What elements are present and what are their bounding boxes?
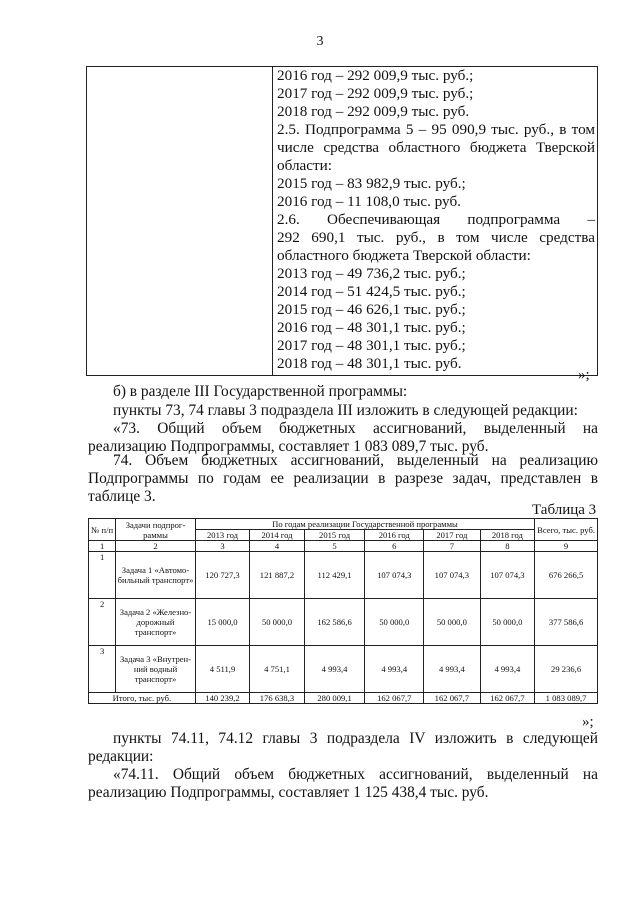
funding-line: 2015 год – 46 626,1 тыс. руб.; [277, 301, 466, 318]
row-value: 4 993,4 [424, 646, 481, 693]
paragraph-73: «73. Общий объем бюджетных ассигнований, выделенный на реализацию Подпрограммы, составляет 1 083 089,7 тыс. руб. [88, 420, 598, 455]
table-row [89, 599, 598, 646]
row-value: 50 000,0 [365, 599, 424, 646]
header-year: 2018 год [480, 530, 535, 541]
row-value: 4 993,4 [480, 646, 535, 693]
header-year: 2014 год [250, 530, 304, 541]
table-row [89, 646, 598, 693]
total-value: 162 067,7 [365, 693, 424, 704]
page-number: 3 [316, 34, 324, 49]
header-task: Задачи подпрог- раммы [116, 519, 196, 541]
table-caption: Таблица 3 [532, 502, 597, 518]
funding-line: 2016 год – 292 009,9 тыс. руб.; [277, 67, 474, 84]
index-cell: 6 [365, 541, 424, 552]
funding-line: 2018 год – 292 009,9 тыс. руб. [277, 103, 470, 120]
row-value: 4 993,4 [365, 646, 424, 693]
row-total: 377 586,6 [535, 599, 598, 646]
header-year: 2013 год [195, 530, 249, 541]
index-cell: 9 [535, 541, 598, 552]
row-num: 1 [89, 552, 116, 599]
total-value: 280 009,1 [304, 693, 365, 704]
row-value: 112 429,1 [304, 552, 365, 599]
header-total: Всего, тыс. руб. [535, 519, 598, 541]
total-value: 162 067,7 [480, 693, 535, 704]
header-num: № п/п [89, 519, 116, 541]
paragraph-points-74-11: пункты 74.11, 74.12 главы 3 подраздела IV изложить в следующей редакции: [88, 730, 598, 765]
index-cell: 5 [304, 541, 365, 552]
total-row [89, 693, 598, 704]
index-cell: 4 [250, 541, 304, 552]
paragraph-section-b: б) в разделе III Государственной программы: [113, 383, 408, 400]
header-year: 2015 год [304, 530, 365, 541]
funding-continuation-table [86, 66, 598, 376]
funding-line: 2017 год – 48 301,1 тыс. руб.; [277, 337, 466, 354]
row-total: 29 236,6 [535, 646, 598, 693]
row-value: 4 993,4 [304, 646, 365, 693]
row-value: 107 074,3 [480, 552, 535, 599]
row-value: 50 000,0 [424, 599, 481, 646]
funding-line: 2.6. Обеспечивающая подпрограмма – [277, 211, 595, 228]
funding-line: 2014 год – 51 424,5 тыс. руб.; [277, 283, 466, 300]
funding-line: 292 690,1 тыс. руб., в том числе средства [277, 229, 595, 246]
index-cell: 3 [195, 541, 249, 552]
row-num: 3 [89, 646, 116, 693]
funding-line: 2013 год – 49 736,2 тыс. руб.; [277, 265, 466, 282]
total-value: 162 067,7 [424, 693, 481, 704]
funding-line: 2.5. Подпрограмма 5 – 95 090,9 тыс. руб., в том [277, 121, 595, 138]
row-value: 50 000,0 [480, 599, 535, 646]
funding-line: области: [277, 157, 332, 174]
row-value: 50 000,0 [250, 599, 304, 646]
row-task: Задача 2 «Железно- дорожный транспорт» [116, 599, 196, 646]
index-cell: 1 [89, 541, 116, 552]
funding-line: 2017 год – 292 009,9 тыс. руб.; [277, 85, 474, 102]
row-value: 107 074,3 [424, 552, 481, 599]
budget-by-task-table [88, 518, 598, 704]
funding-line: областного бюджета Тверской области: [277, 247, 531, 264]
paragraph-74: 74. Объем бюджетных ассигнований, выделенный на реализацию Подпрограммы по годам ее реализации в разрезе задач, представлен в таблице 3. [88, 452, 598, 505]
total-value: 176 638,3 [250, 693, 304, 704]
table-row [89, 552, 598, 599]
header-year: 2017 год [424, 530, 481, 541]
total-sum: 1 083 089,7 [535, 693, 598, 704]
column-index-row [89, 541, 598, 552]
funding-line: 2016 год – 48 301,1 тыс. руб.; [277, 319, 466, 336]
row-value: 107 074,3 [365, 552, 424, 599]
row-value: 15 000,0 [195, 599, 249, 646]
index-cell: 2 [116, 541, 196, 552]
row-value: 121 887,2 [250, 552, 304, 599]
row-task: Задача 1 «Автомо- бильный транспорт» [116, 552, 196, 599]
empty-left-cell [87, 67, 273, 376]
row-value: 162 586,6 [304, 599, 365, 646]
closing-quote: »; [582, 714, 594, 730]
total-label: Итого, тыс. руб. [89, 693, 196, 704]
header-years-group: По годам реализации Государственной программы [195, 519, 534, 530]
row-num: 2 [89, 599, 116, 646]
row-value: 4 751,1 [250, 646, 304, 693]
row-total: 676 266,5 [535, 552, 598, 599]
closing-quote: »; [578, 367, 590, 383]
row-value: 4 511,9 [195, 646, 249, 693]
funding-line: 2015 год – 83 982,9 тыс. руб.; [277, 175, 466, 192]
funding-line: 2016 год – 11 108,0 тыс. руб. [277, 193, 461, 210]
funding-text-cell [273, 67, 598, 376]
row-task: Задача 3 «Внутрен- ний водный транспорт» [116, 646, 196, 693]
total-value: 140 239,2 [195, 693, 249, 704]
row-value: 120 727,3 [195, 552, 249, 599]
index-cell: 7 [424, 541, 481, 552]
index-cell: 8 [480, 541, 535, 552]
funding-line: числе средства областного бюджета Тверской [277, 139, 595, 156]
paragraph-74-11: «74.11. Общий объем бюджетных ассигнований, выделенный на реализацию Подпрограммы, составляет 1 125 438,4 тыс. руб. [88, 766, 598, 801]
funding-line: 2018 год – 48 301,1 тыс. руб. [277, 355, 462, 372]
header-year: 2016 год [365, 530, 424, 541]
paragraph-points-73-74: пункты 73, 74 главы 3 подраздела III изложить в следующей редакции: [113, 402, 578, 419]
